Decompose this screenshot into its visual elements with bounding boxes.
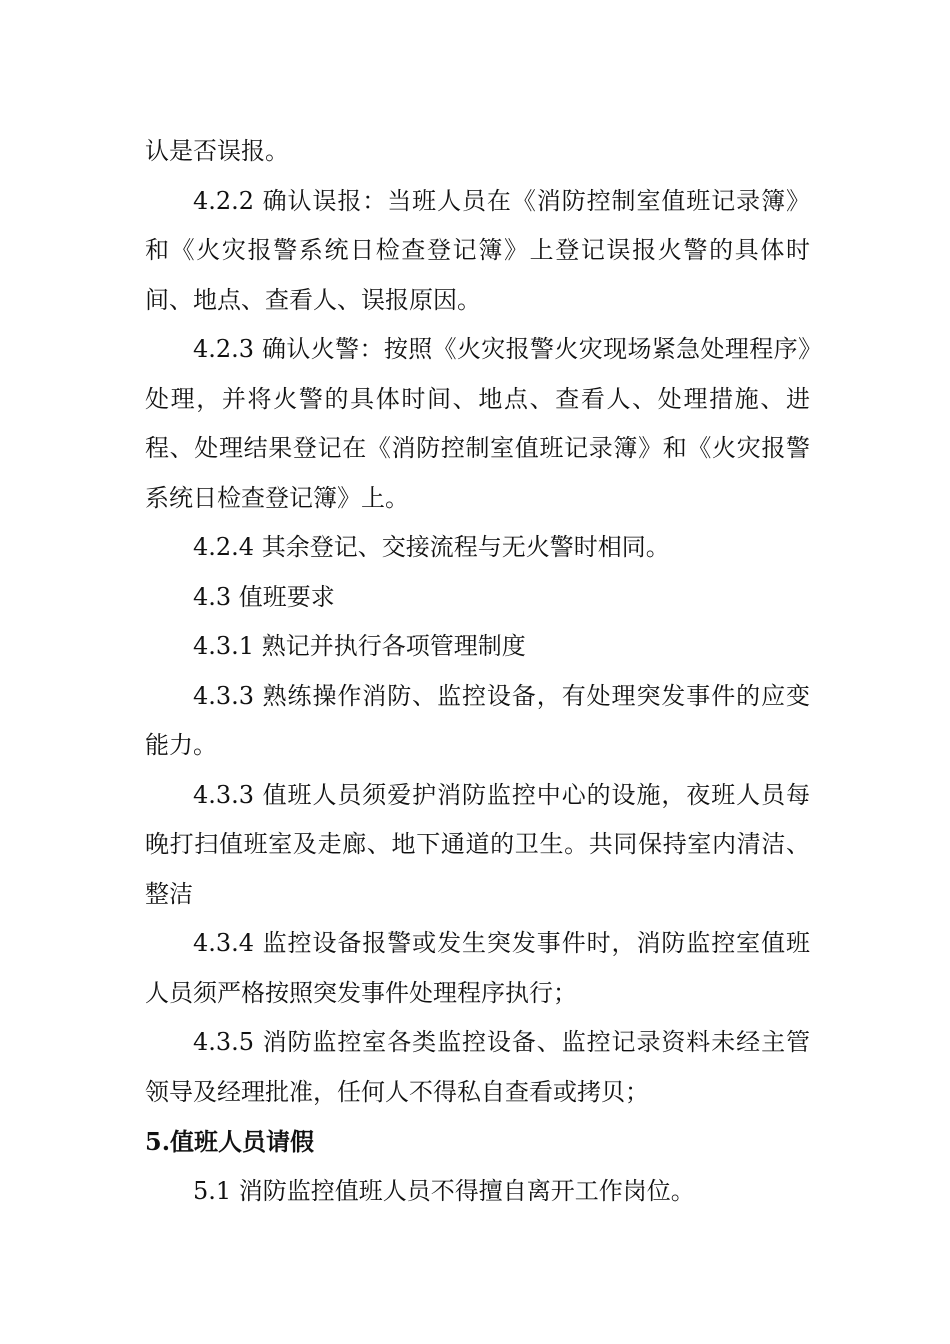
section-heading: 5.值班人员请假 — [145, 1127, 315, 1156]
paragraph-continuation: 认是否误报。 — [145, 137, 289, 165]
paragraph-4-2-4: 4.2.4 其余登记、交接流程与无火警时相同。 — [193, 533, 670, 561]
paragraph-4-3-3-b: 4.3.3 值班人员须爱护消防监控中心的设施，夜班人员每晚打扫值班室及走廊、地下通道的卫生。共同保持室内清洁、整洁 — [145, 780, 810, 908]
paragraph-5-1: 5.1 消防监控值班人员不得擅自离开工作岗位。 — [193, 1176, 695, 1205]
paragraph-4-2-2: 4.2.2 确认误报：当班人员在《消防控制室值班记录簿》和《火灾报警系统日检查登记簿》上登记误报火警的具体时间、地点、查看人、误报原因。 — [145, 186, 810, 314]
paragraph-4-3: 4.3 值班要求 — [193, 582, 335, 611]
paragraph-4-3-5: 4.3.5 消防监控室各类监控设备、监控记录资料未经主管领导及经理批准，任何人不得私自查看或拷贝； — [145, 1028, 810, 1106]
document-body — [145, 127, 810, 1216]
paragraph-4-3-1: 4.3.1 熟记并执行各项管理制度 — [193, 632, 526, 660]
paragraph-4-3-3-a: 4.3.3 熟练操作消防、监控设备，有处理突发事件的应变能力。 — [145, 681, 810, 759]
paragraph-4-3-4: 4.3.4 监控设备报警或发生突发事件时，消防监控室值班人员须严格按照突发事件处理程序执行； — [145, 929, 810, 1007]
paragraph-4-2-3: 4.2.3 确认火警：按照《火灾报警火灾现场紧急处理程序》处理，并将火警的具体时间、地点、查看人、处理措施、进程、处理结果登记在《消防控制室值班记录簿》和《火灾报警系统日检查登记簿》上。 — [145, 335, 810, 512]
